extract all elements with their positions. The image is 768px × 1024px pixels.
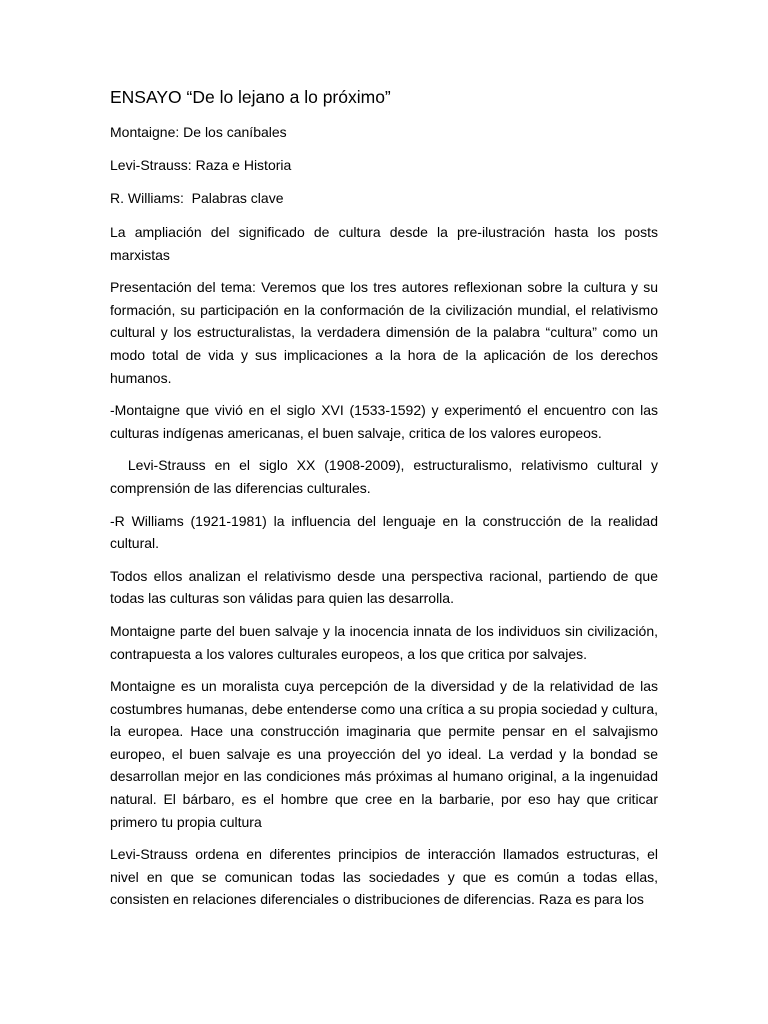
document-title: ENSAYO “De lo lejano a lo próximo” [110,87,391,107]
paragraph-montaigne-savage: Montaigne parte del buen salvaje y la inocencia innata de los individuos sin civilización, contrapuesta a los valores culturales europeos, a los que critica por salvajes. [110,622,662,662]
paragraph-williams-summary: -R Williams (1921-1981) la influencia del lenguaje en la construcción de la realidad cultural. [110,512,662,552]
paragraph-relativism: Todos ellos analizan el relativismo desde una perspectiva racional, partiendo de que todas las culturas son válidas para quien las desarrolla. [110,567,662,607]
reference-levi-strauss: Levi-Strauss: Raza e Historia [110,157,292,173]
paragraph-presentation: Presentación del tema: Veremos que los tres autores reflexionan sobre la cultura y su formación, su participación en la conformación de la civilización mundial, el relativismo cultural y los estructuralistas, la verdadera dimensión de la palabra “cultura” como un modo total de vida y sus implicaciones a la hora de la aplicación de los derechos humanos. [110,279,662,386]
paragraph-montaigne-summary: -Montaigne que vivió en el siglo XVI (1533-1592) y experimentó el encuentro con las culturas indígenas americanas, el buen salvaje, critica de los valores europeos. [110,402,662,441]
paragraph-levi-strauss-summary: Levi-Strauss en el siglo XX (1908-2009), estructuralismo, relativismo cultural y comprensión de las diferencias culturales. [110,457,662,496]
paragraph-montaigne-moralist: Montaigne es un moralista cuya percepción de la diversidad y de la relatividad de las costumbres humanas, debe entenderse como una crítica a su propia sociedad y cultura, la europea. Hace una construcción imaginaria que permite pensar en el salvajismo europeo, el buen salvaje es una proyección del yo ideal. La verdad y la bondad se desarrollan mejor en las condiciones más próximas al humano original, a la ingenuidad natural. El bárbaro, es el hombre que cree en la barbarie, por eso hay que criticar primero tu propia cultura [110,678,662,830]
reference-montaigne: Montaigne: De los caníbales [110,124,287,140]
reference-williams: R. Williams: Palabras clave [110,190,284,206]
paragraph-levi-strauss-structures: Levi-Strauss ordena en diferentes principios de interacción llamados estructuras, el nivel en que se comunican todas las sociedades y que es común a todas ellas, consisten en relaciones diferenciales o distribuciones de diferencias. Raza es para los [110,846,662,908]
paragraph-intro: La ampliación del significado de cultura desde la pre-ilustración hasta los posts marxistas [110,224,662,263]
document-page [110,86,662,921]
